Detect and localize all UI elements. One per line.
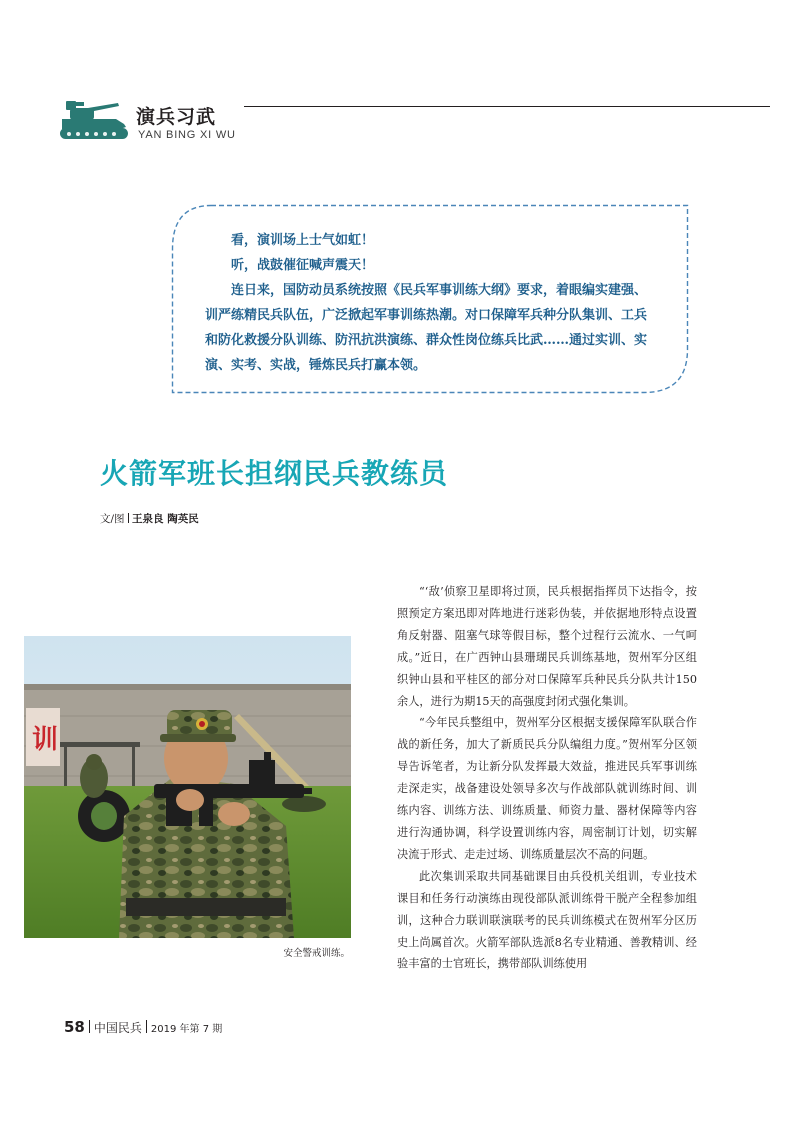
byline bbox=[100, 511, 199, 526]
issue-label: 2019 年第 7 期 bbox=[150, 1024, 223, 1035]
page-footer bbox=[64, 1018, 222, 1036]
page-number: 58 bbox=[64, 1018, 85, 1036]
magazine-name: 中国民兵 bbox=[93, 1021, 142, 1035]
article-title: 火箭军班长担纲民兵教练员 bbox=[100, 457, 449, 490]
body-paragraph-1: “‘敌’侦察卫星即将过顶，民兵根据指挥员下达指令，按照预定方案迅即对阵地进行迷彩伪装，并依据地形特点设置角反射器、阻塞气球等假目标，整个过程行云流水、一气呵成。”近日，在广西钟山县珊瑚民兵训练基地，贺州军分区组织钟山县和平桂区的部分对口保障军兵种民兵分队共计150余人，进行为期15天的高强度封闭式强化集训。 bbox=[397, 585, 697, 708]
byline-separator bbox=[128, 513, 130, 523]
section-title: 演兵习武 bbox=[136, 106, 217, 128]
byline-label: 文/图 bbox=[100, 513, 125, 525]
article-body bbox=[397, 581, 697, 975]
intro-line-2: 听，战鼓催征喊声震天！ bbox=[231, 258, 375, 273]
intro-paragraph: 连日来，国防动员系统按照《民兵军事训练大纲》要求，着眼编实建强、训严练精民兵队伍，广泛掀起军事训练热潮。对口保障军兵种分队集训、工兵和防化救援分队训练、防汛抗洪演练、群众性岗位练兵比武……通过实训、实演、实考、实战，锤炼民兵打赢本领。 bbox=[205, 283, 648, 373]
intro-line-1: 看，演训场上士气如虹！ bbox=[231, 233, 375, 248]
tank-icon bbox=[60, 99, 132, 141]
body-paragraph-3: 此次集训采取共同基础课目由兵役机关组训，专业技术课目和任务行动演练由现役部队派训练骨干脱产全程参加组训，这种合力联训联演联考的民兵训练模式在贺州军分区历史上尚属首次。火箭军部队选派8名专业精通、善教精训、经验丰富的士官班长，携带部队训练使用 bbox=[397, 869, 697, 971]
footer-divider bbox=[146, 1020, 147, 1033]
body-paragraph-2: “今年民兵整组中，贺州军分区根据支援保障军队联合作战的新任务，加大了新质民兵分队编组力度。”贺州军分区领导告诉笔者，为让新分队发挥最大效益，推进民兵军事训练走深走实，战备建设处领导多次与作战部队就训练时间、训练内容、训练方法、训练质量、师资力量、器材保障等内容进行沟通协调，科学设置训练内容，周密制订计划，切实解决流于形式、走走过场、训练质量层次不高的问题。 bbox=[397, 716, 697, 861]
photo-caption: 安全警戒训练。 bbox=[283, 948, 350, 959]
intro-text bbox=[205, 228, 657, 378]
training-photo bbox=[24, 636, 351, 938]
svg-text:训: 训 bbox=[32, 725, 59, 755]
byline-authors: 王泉良 陶英民 bbox=[132, 513, 199, 525]
footer-divider bbox=[89, 1020, 90, 1033]
header-rule bbox=[244, 106, 770, 107]
section-subtitle: YAN BING XI WU bbox=[138, 129, 236, 141]
